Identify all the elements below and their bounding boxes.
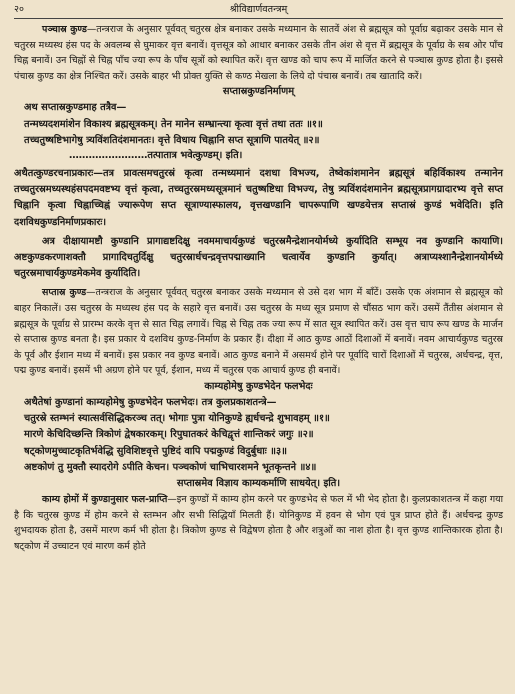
- verse-intro: अथ सप्तास्रकुण्डमाह तत्रैव—: [24, 102, 127, 114]
- sanskrit-commentary: अत्र दीक्षायामष्टौ कुण्डानि प्रागाद्यष्टदिक्षु नवममाचार्यकुण्डं चतुरस्रमैन्द्रेशानयोर्मध्ये कुर्यादिति सम्भूय नव कुण्डानि कायाणि। अष्टकुण्डकरणाशक्तौ प्रागादिचतुर्दिक्षु चतुरस्रार्धचन्द्रवृत्तपद्माख्यानि चत्वार्येव कुण्डानि कुर्यात्। अत्राप्यश्शानैन्द्रेशानयोर्मध्ये चतुरस्रमाचार्यकुण्डमेकमेव कुर्यादिति।: [14, 235, 503, 280]
- verse-line: मारणे केचिदिच्छन्ति त्रिकोणं द्वेषकारकम्। रिपुघातकरं केचिद्वृत्तं शान्तिकरं जगुः ॥२॥: [24, 429, 314, 441]
- verse-line: तच्चतुष्षष्टिभागेषु त्र्यविंशतिदंशमानतः। वृत्ते विधाय चिह्नानि सप्त सूत्राणि पातयेत् ॥२॥: [24, 134, 320, 146]
- term-label: पञ्चास्र कुण्ड: [42, 24, 87, 35]
- verse-line: षट्कोणमुच्चाटकृतिर्भवेद्धि सुविशिष्टवृत्ते पुष्टिदं वापि पद्मकुण्डं विदुर्बुधाः ॥३॥: [24, 445, 287, 457]
- verse-closing: ……………………तत्पातात्र भवेत्कुण्डम्। इति।: [69, 149, 243, 161]
- paragraph-pancasra: पञ्चास्र कुण्ड—तन्त्रराज के अनुसार पूर्ववत् चतुरस्र क्षेत्र बनाकर उसके मध्यमान के सातवें अंश से ब्रह्मसूत्र को पूर्वाग्र बढ़ाकर उसके मान से चतुरस्र मध्यस्थ हंस पद के अवलम्ब से घुमाकर वृत्त बनावें। वृत्तसूत्र को आधार बनाकर उसके तीन अंश से वृत्त में ब्रह्मसूत्र के पूर्वाग्र के सब ओर पाँच चिह्न बनावें। उन चिह्नों से चिह्न पाँच ज्या रूप के पाँच सूत्रों को स्थापित करें। वृत्त खण्ड को चाप रूप में मार्जित करने से पञ्चास्र कुण्ड होता है। इससे पंचास्र कुण्ड का क्षेत्र निश्चित करें। उसके बाहर भी प्रोक्त युक्ति से कण्ठ मेखला के लिये दो पंचास्र बनावें। तब खातादि करें।: [14, 24, 503, 82]
- verse-line: अष्टकोणं तु मुक्तौ स्यादरोगे ऽपीति केचन। पञ्चकोणं चाभिचारशमने भूतकृन्तने ॥४॥: [24, 461, 317, 473]
- section-heading: सप्तास्रकुण्डनिर्माणम्: [222, 86, 295, 98]
- paragraph-kamya: काम्य होमों में कुण्डानुसार फल-प्राप्ति—इन कुण्डों में काम्य होम करने पर कुण्डभेद से फल में भी भेद होता है। कुलप्रकाशतन्त्र में कहा गया है कि चतुरस्र कुण्ड में होम करने से स्तम्भन और सभी सिद्धियाँ मिलती हैं। योनिकुण्ड में हवन से भोग एवं पुत्र प्राप्त होते हैं। अर्धचन्द्र कुण्ड शुभदायक होता है, उसमें मारण कर्म भी होता है। त्रिकोण कुण्ड से विद्वेषण होता है और शत्रुओं का नाश होता है। वृत्त कुण्ड शान्तिकारक होता है। षट्कोण में उच्चाटन एवं मारण कर्म होते: [14, 493, 503, 552]
- section-heading: काम्यहोमेषु कुण्डभेदेन फलभेदः: [204, 380, 313, 392]
- section-heading: सप्तास्रमेव विज्ञाय काम्यकर्माणि साधयेत्। इति।: [176, 477, 341, 489]
- term-label: सप्तास्र कुण्ड: [42, 287, 87, 299]
- verse-line: तन्मध्यदशमांशेन विकाश्य ब्रह्मसूत्रकम्। तेन मानेन सम्भ्रान्त्या कृत्वा वृत्तं तथा ततः ॥१॥: [24, 118, 323, 130]
- term-label: काम्य होमों में कुण्डानुसार फल-प्राप्ति: [42, 493, 168, 505]
- page-number: २०: [14, 4, 24, 15]
- verse-line: चतुरस्रे स्तम्भनं स्यात्सर्वसिद्धिकरञ्च तत्। भोगाः पुत्रा योनिकुण्डे ह्यर्धचन्द्रे शुभावहम् ॥१॥: [24, 413, 330, 425]
- header-rule: [14, 18, 503, 19]
- running-title: श्रीविद्यार्णवतन्त्रम्: [229, 4, 288, 15]
- paragraph-saptasra: सप्तास्र कुण्ड—तन्त्रराज के अनुसार पूर्ववत् चतुरस्र बनाकर उसके मध्यमान से उसे दश भाग में बाँटें। उसके एक अंशमान से ब्रह्मसूत्र को बाहर निकालें। उस चतुरस्र के मध्यस्थ हंस पद के सहारे वृत्त बनावें। उस चतुरस्र के मध्य सूत्र प्रमाण से चौंसठ भाग करें। उसमें तैंतीस अंशमान से ब्रह्मसूत्र के पूर्वाग्र से प्रारम्भ करके वृत्त से सात चिह्न लगावें। चिह्न से चिह्न तक ज्या रूप में सात सूत्र स्थापित करें। उस वृत्त चाप रूप खण्ड के मार्जन से सप्तास्र कुण्ड बनता है। इस प्रकार ये दशविध कुण्ड-निर्माण के प्रकार हैं। दीक्षा में आठ कुण्ड आठों दिशाओं में बनावें। नवम आचार्यकुण्ड चतुरस्र के पूर्व और ईशान मध्य में बनावें। इस प्रकार नव कुण्ड बनावें। आठ कुण्ड बनाने में असमर्थ होने पर पूर्वादि चारों दिशाओं में चतुरस्र, अर्धचन्द्र, वृत्त, पद्म कुण्ड बनावें। इसमें भी अग्रण होने पर पूर्व, ईशान, मध्य में चतुरस्र एक आचार्य कुण्ड ही बनावें।: [14, 287, 503, 377]
- verse-intro: अथैतेषां कुण्डानां काम्यहोमेषु कुण्डभेदेन फलभेदः। तत्र कुलप्रकाशतन्त्रे—: [24, 396, 277, 408]
- sanskrit-commentary: अथैतत्कुण्डरचनाप्रकारः—तत्र प्रावत्समचतुरस्रं कृत्वा तन्मध्यमानं दशधा विभज्य, तेष्वेकांशमानेन ब्रह्मसूत्रं बहिर्विकाश्य तन्मानेन तच्चतुरस्रमध्यस्थहंसपदमवष्टभ्य वृत्तं कृत्वा, तच्चतुरस्रमध्यसूत्रमानं चतुष्षष्टिधा विभज्य, तेषु त्र्यविंशदंशमानेन ब्रह्मसूत्रप्रागग्रादारभ्य वृत्ते सप्त चिह्नानि कृत्वा चिह्नाच्चिह्नं ज्यारूपेण सप्त सूत्राण्यास्फालय, वृत्तखण्डानि चापरूपाणि खण्डयेत्तत्र सप्तास्रं कुण्डं भवेदिति। इति दशविधकुण्डनिर्माणप्रकारः।: [14, 167, 503, 228]
- page-header: [14, 4, 503, 18]
